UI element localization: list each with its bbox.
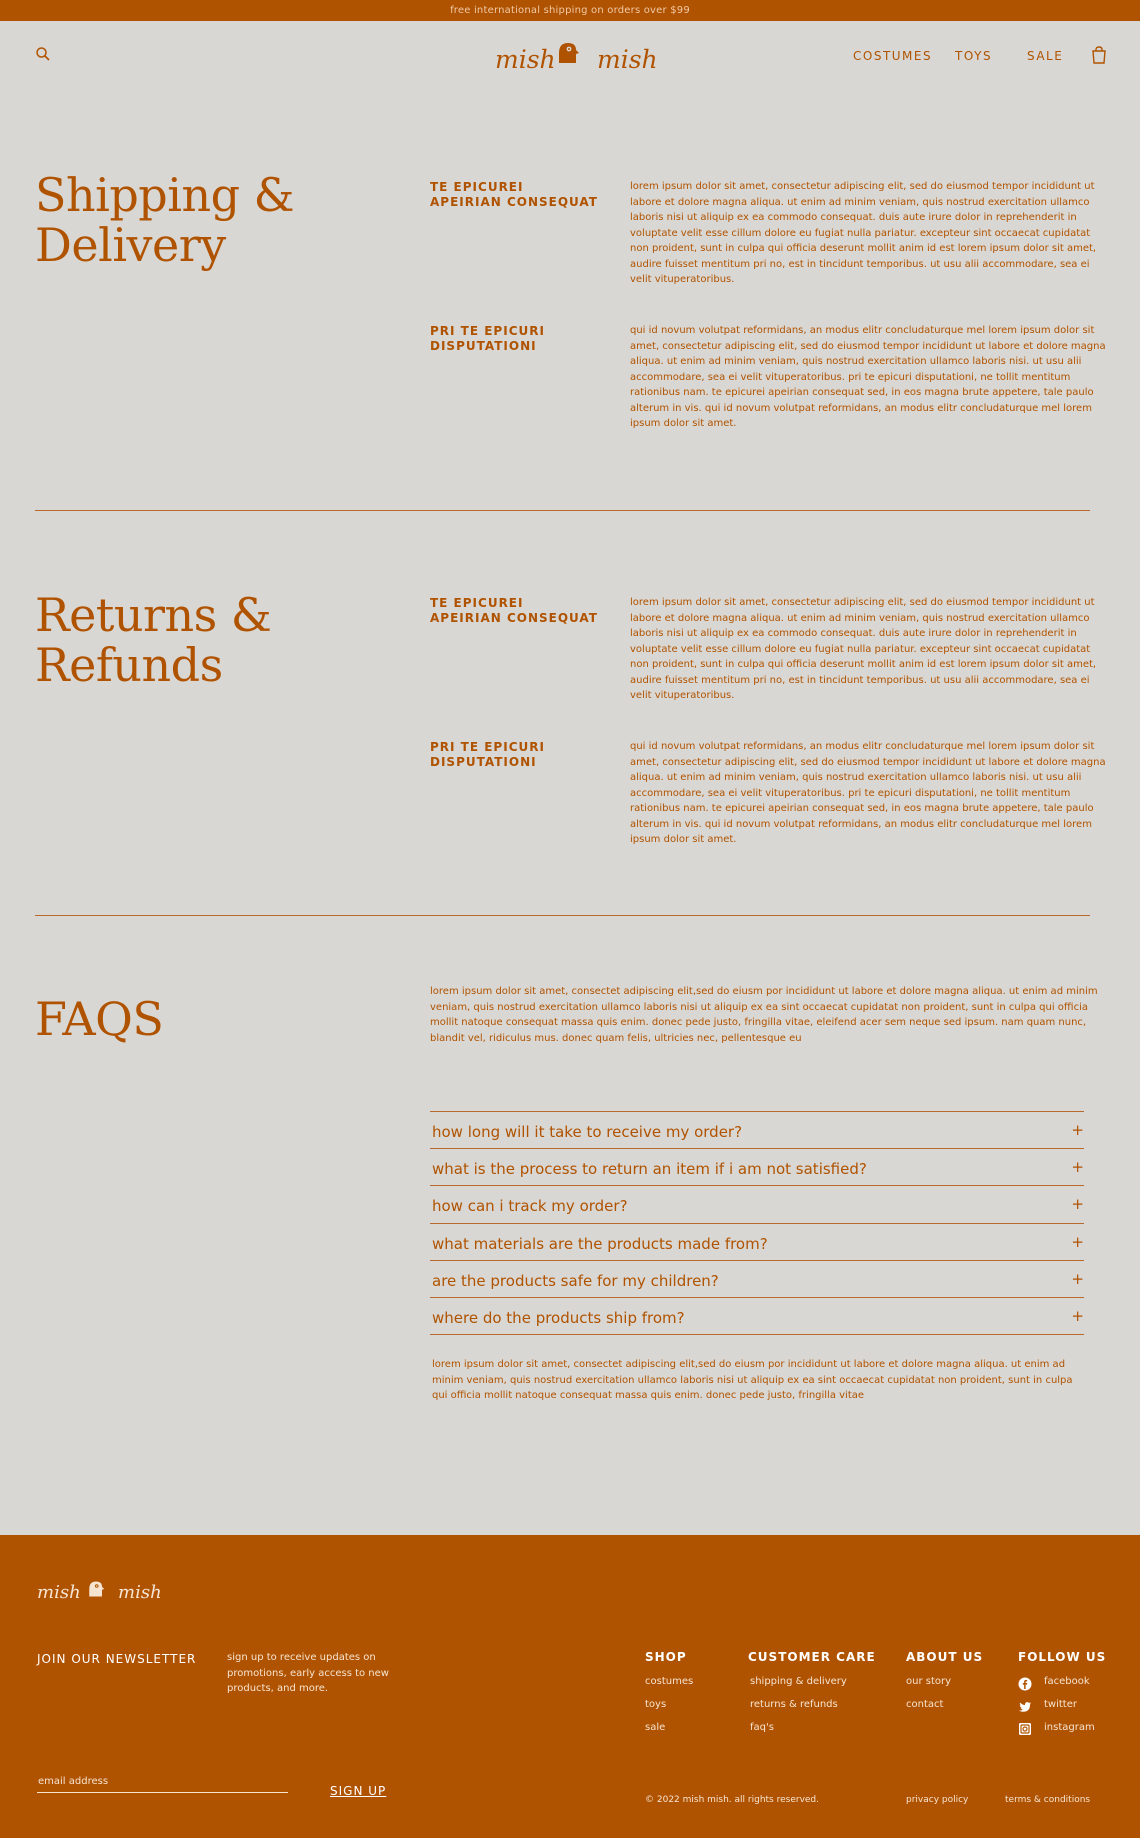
instagram-icon[interactable] (1018, 1721, 1032, 1735)
search-icon[interactable] (35, 46, 51, 62)
faq-intro: lorem ipsum dolor sit amet, consectet adipiscing elit,sed do eiusm por incididunt ut labore et dolore magna aliqua. ut enim ad minim veniam, quis nostrud exercitation ullamco laboris nisi ut aliquip ex ea sint occaecat cupidatat non proident, sunt in culpa qui officia mollit natoque consequat massa quis enim. donec pede justo, fringilla vitae, eleifend acer sem neque sed ipsum. nam quam nunc, blandit vel, ridiculus mus. donec quam felis, ultricies nec, pellentesque eu (430, 986, 1098, 1044)
footer-link-toys[interactable]: toys (645, 1699, 667, 1710)
faq-accordion (430, 1111, 1084, 1335)
plus-icon[interactable]: + (1071, 1232, 1084, 1251)
site-logo[interactable] (493, 37, 658, 77)
facebook-icon[interactable] (1018, 1676, 1032, 1690)
footer-link-instagram[interactable]: instagram (1044, 1722, 1095, 1733)
newsletter-title: JOIN OUR NEWSLETTER (37, 1652, 197, 1666)
privacy-policy-link[interactable]: privacy policy (906, 1795, 969, 1805)
faq-item[interactable] (430, 1149, 1084, 1186)
newsletter-description: sign up to receive updates on promotions, early access to new products, and more. (227, 1652, 389, 1694)
returns-title-line2: Refunds (35, 638, 223, 692)
nav-toys[interactable]: TOYS (955, 49, 993, 63)
footer-link-costumes[interactable]: costumes (645, 1676, 694, 1687)
faq-question: are the products safe for my children? (432, 1271, 719, 1290)
plus-icon[interactable]: + (1071, 1121, 1084, 1139)
faq-closing-paragraph: lorem ipsum dolor sit amet, consectet adipiscing elit,sed do eiusm por incididunt ut labore et dolore magna aliqua. ut enim ad minim veniam, quis nostrud exercitation ullamco laboris nisi ut aliquip ex ea sint occaecat cupidatat non proident, sunt in culpa qui officia mollit natoque consequat massa quis enim. donec pede justo, fringilla vitae (432, 1359, 1073, 1401)
logo-word-left: mish (495, 45, 556, 74)
footer-link-our-story[interactable]: our story (906, 1676, 952, 1687)
shipping-title (35, 170, 294, 270)
returns-paragraph-1: lorem ipsum dolor sit amet, consectetur adipiscing elit, sed do eiusmod tempor incididunt ut labore et dolore magna aliqua. ut enim ad minim veniam, quis nostrud exercitation ullamco laboris nisi ut aliquip ex ea commodo consequat. duis aute irure dolor in reprehenderit in voluptate velit esse cillum dolore eu fugiat nulla pariatur. excepteur sint occaecat cupidatat non proident, sunt in culpa qui officia deserunt mollit anim id est lorem ipsum dolor sit amet, audire fuisset mentitum pri no, est in tincidunt temporibus. ut usu alii accommodare, sea ei velit vituperatoribus. (630, 597, 1097, 701)
signup-button[interactable]: SIGN UP (330, 1784, 387, 1798)
faq-item[interactable] (430, 1186, 1084, 1223)
returns-title-line1: Returns & (35, 588, 272, 642)
footer-link-faqs[interactable]: faq's (750, 1722, 774, 1733)
bird-logo-icon (87, 1580, 105, 1598)
footer-follow-title: FOLLOW US (1018, 1650, 1107, 1664)
footer-about-title: ABOUT US (906, 1650, 984, 1664)
site-header (0, 21, 1140, 91)
footer-link-sale[interactable]: sale (645, 1722, 666, 1733)
returns-subheading-2: PRI TE EPICURI DISPUTATIONI (430, 740, 545, 769)
faq-question: what is the process to return an item if i am not satisfied? (432, 1160, 867, 1179)
nav-sale[interactable]: SALE (1027, 49, 1064, 63)
returns-title (35, 590, 271, 690)
plus-icon[interactable]: + (1071, 1158, 1084, 1177)
returns-paragraph-2: qui id novum volutpat reformidans, an modus elitr concludaturque mel lorem ipsum dolor sit amet, consectetur adipiscing elit, sed do eiusmod tempor incididunt ut labore et dolore magna aliqua. ut enim ad minim veniam, quis nostrud exercitation ullamco laboris nisi. ut usu alii accommodare, sea ei velit vituperatoribus. pri te epicuri disputationi, ne tollit mentitum rationibus nam. te epicurei apeirian consequat sed, in eos magna brute appetere, tale paulo alterum in vis. qui id novum volutpat reformidans, an modus elitr concludaturque mel lorem ipsum dolor sit amet. (630, 741, 1106, 845)
footer-link-facebook[interactable]: facebook (1044, 1676, 1090, 1687)
footer-care-title: CUSTOMER CARE (748, 1650, 876, 1664)
bird-logo-icon (556, 41, 580, 65)
plus-icon[interactable]: + (1071, 1195, 1084, 1214)
footer-link-returns[interactable]: returns & refunds (750, 1699, 838, 1710)
faq-item[interactable] (430, 1112, 1084, 1149)
twitter-icon[interactable] (1018, 1699, 1032, 1713)
promo-bar: free international shipping on orders over $99 (0, 0, 1140, 21)
logo-word-right: mish (597, 45, 658, 74)
returns-subheading-1: TE EPICUREI APEIRIAN CONSEQUAT (430, 596, 598, 625)
site-footer (0, 1535, 1140, 1838)
faq-question: what materials are the products made from? (432, 1234, 768, 1253)
faq-title: FAQS (35, 992, 164, 1046)
faq-item[interactable] (430, 1261, 1084, 1298)
plus-icon[interactable]: + (1071, 1269, 1084, 1288)
faq-question: how long will it take to receive my order? (432, 1123, 743, 1141)
shipping-subheading-1: TE EPICUREI APEIRIAN CONSEQUAT (430, 180, 598, 209)
footer-logo[interactable] (37, 1580, 162, 1608)
footer-link-contact[interactable]: contact (906, 1699, 944, 1710)
shipping-subheading-2: PRI TE EPICURI DISPUTATIONI (430, 324, 545, 353)
terms-link[interactable]: terms & conditions (1005, 1795, 1091, 1805)
section-divider (35, 510, 1090, 511)
shipping-title-line1: Shipping & (35, 168, 295, 222)
faq-question: where do the products ship from? (432, 1308, 685, 1327)
nav-costumes[interactable]: COSTUMES (853, 49, 933, 63)
footer-logo-word-right: mish (118, 1582, 162, 1603)
footer-shop-title: SHOP (645, 1650, 687, 1664)
footer-link-twitter[interactable]: twitter (1044, 1699, 1077, 1710)
shipping-title-line2: Delivery (35, 218, 226, 272)
cart-icon[interactable] (1091, 46, 1107, 64)
faq-question: how can i track my order? (432, 1197, 628, 1216)
copyright: © 2022 mish mish. all rights reserved. (645, 1795, 820, 1805)
shipping-paragraph-2: qui id novum volutpat reformidans, an modus elitr concludaturque mel lorem ipsum dolor sit amet, consectetur adipiscing elit, sed do eiusmod tempor incididunt ut labore et dolore magna aliqua. ut enim ad minim veniam, quis nostrud exercitation ullamco laboris nisi. ut usu alii accommodare, sea ei velit vituperatoribus. pri te epicuri disputationi, ne tollit mentitum rationibus nam. te epicurei apeirian consequat sed, in eos magna brute appetere, tale paulo alterum in vis. qui id novum volutpat reformidans, an modus elitr concludaturque mel lorem ipsum dolor sit amet. (630, 325, 1106, 429)
plus-icon[interactable]: + (1071, 1306, 1084, 1325)
faq-item[interactable] (430, 1224, 1084, 1261)
footer-logo-word-left: mish (37, 1582, 81, 1603)
footer-link-shipping[interactable]: shipping & delivery (750, 1676, 847, 1687)
email-input[interactable] (37, 1771, 288, 1793)
faq-item[interactable] (430, 1298, 1084, 1335)
section-divider (35, 915, 1090, 916)
shipping-paragraph-1: lorem ipsum dolor sit amet, consectetur adipiscing elit, sed do eiusmod tempor incididunt ut labore et dolore magna aliqua. ut enim ad minim veniam, quis nostrud exercitation ullamco laboris nisi ut aliquip ex ea commodo consequat. duis aute irure dolor in reprehenderit in voluptate velit esse cillum dolore eu fugiat nulla pariatur. excepteur sint occaecat cupidatat non proident, sunt in culpa qui officia deserunt mollit anim id est lorem ipsum dolor sit amet, audire fuisset mentitum pri no, est in tincidunt temporibus. ut usu alii accommodare, sea ei velit vituperatoribus. (630, 181, 1097, 285)
